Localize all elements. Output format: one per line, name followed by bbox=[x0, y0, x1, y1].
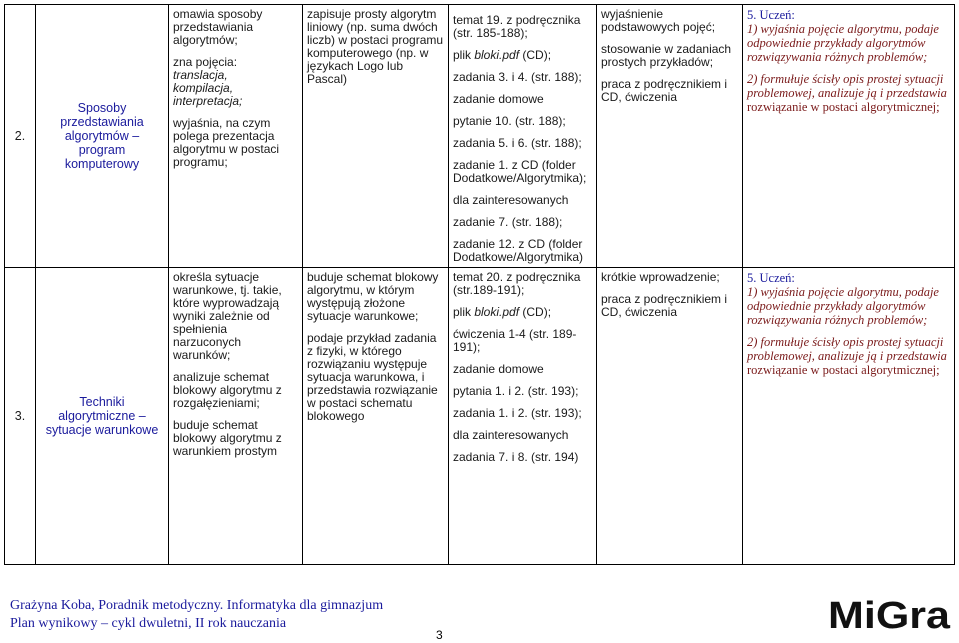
material-item: ćwiczenia 1-4 (str. 189-191); bbox=[453, 327, 577, 354]
method-item: stosowanie w zadaniach prostych przykładów; bbox=[601, 42, 732, 69]
plan-table bbox=[4, 4, 955, 565]
file-name: bloki.pdf bbox=[474, 305, 520, 319]
requirement-text: zna pojęcia: bbox=[173, 55, 238, 69]
curriculum-heading: 5. Uczeń: bbox=[747, 8, 795, 22]
requirement-text: określa sytuacje warunkowe, tj. takie, które wyprowadzają wyniki zależnie od spełnienia narzuconych warunków; bbox=[173, 270, 282, 362]
material-heading: zadanie domowe bbox=[453, 92, 544, 106]
topic-cell: Sposoby przedstawiania algorytmów – program komputerowy bbox=[36, 5, 169, 268]
concept-item: kompilacja, bbox=[173, 81, 234, 95]
migra-logo bbox=[826, 594, 952, 634]
logo-text: MiGra bbox=[828, 595, 951, 634]
method-item: praca z podręcznikiem i CD, ćwiczenia bbox=[601, 77, 728, 104]
material-item: zadania 1. i 2. (str. 193); bbox=[453, 406, 582, 420]
requirements-extended-cell bbox=[303, 5, 449, 268]
material-heading: dla zainteresowanych bbox=[453, 428, 569, 442]
table-row bbox=[5, 268, 955, 565]
methods-cell bbox=[597, 5, 743, 268]
requirement-text: podaje przykład zadania z fizyki, w którego rozwiązaniu występuje sytuacja warunkowa, i przedstawia rozwiązanie w postaci schematu blokowego bbox=[307, 331, 438, 423]
requirement-text: wyjaśnia, na czym polega prezentacja algorytmu w postaci programu; bbox=[173, 116, 280, 169]
materials-cell bbox=[449, 268, 597, 565]
material-item: zadanie 7. (str. 188); bbox=[453, 215, 563, 229]
curriculum-cell bbox=[743, 5, 955, 268]
material-item: zadanie 1. z CD (folder Dodatkowe/Algorytmika); bbox=[453, 158, 587, 185]
requirement-text: zapisuje prosty algorytm liniowy (np. suma dwóch liczb) w postaci programu komputerowego (np. w językach Logo lub Pascal) bbox=[307, 7, 444, 86]
curriculum-item: 1) wyjaśnia pojęcie algorytmu, podaje odpowiednie przykłady algorytmów rozwiązywania różnych problemów; bbox=[747, 22, 939, 64]
requirements-basic-cell bbox=[169, 268, 303, 565]
requirements-basic-cell bbox=[169, 5, 303, 268]
concept-item: translacja, bbox=[173, 68, 228, 82]
table-row bbox=[5, 5, 955, 268]
material-item: pytania 1. i 2. (str. 193); bbox=[453, 384, 579, 398]
file-name: bloki.pdf bbox=[474, 48, 520, 62]
material-item: zadania 7. i 8. (str. 194) bbox=[453, 450, 579, 464]
method-item: praca z podręcznikiem i CD, ćwiczenia bbox=[601, 292, 728, 319]
method-item: krótkie wprowadzenie; bbox=[601, 270, 720, 284]
material-item bbox=[453, 49, 592, 62]
material-heading: zadanie domowe bbox=[453, 362, 544, 376]
topic-cell: Techniki algorytmiczne – sytuacje warunkowe bbox=[36, 268, 169, 565]
footer-author: Grażyna Koba, Poradnik metodyczny. Informatyka dla gimnazjum bbox=[10, 598, 384, 613]
curriculum-item: 2) formułuje ścisły opis prostej sytuacji problemowej, analizuje ją i przedstawia rozwiązanie w postaci algorytmicznej; bbox=[747, 335, 947, 377]
materials-cell bbox=[449, 5, 597, 268]
methods-cell bbox=[597, 268, 743, 565]
material-heading: dla zainteresowanych bbox=[453, 193, 569, 207]
requirements-extended-cell bbox=[303, 268, 449, 565]
requirement-text: buduje schemat blokowy algorytmu z warunkiem prostym bbox=[173, 418, 282, 458]
page-number: 3 bbox=[436, 628, 443, 642]
concept-item: interpretacja; bbox=[173, 94, 243, 108]
material-text: plik bbox=[453, 305, 475, 319]
footer-plan: Plan wynikowy – cykl dwuletni, II rok nauczania bbox=[10, 616, 287, 631]
requirement-text: analizuje schemat blokowy algorytmu z rozgałęzieniami; bbox=[173, 370, 282, 410]
curriculum-item: 1) wyjaśnia pojęcie algorytmu, podaje odpowiednie przykłady algorytmów rozwiązywania różnych problemów; bbox=[747, 285, 939, 327]
method-item: wyjaśnienie podstawowych pojęć; bbox=[601, 7, 716, 34]
row-number: 3. bbox=[5, 268, 36, 565]
material-item: zadania 5. i 6. (str. 188); bbox=[453, 136, 582, 150]
material-text: (CD); bbox=[519, 305, 552, 319]
curriculum-item: 2) formułuje ścisły opis prostej sytuacji problemowej, analizuje ją i przedstawia rozwiązanie w postaci algorytmicznej; bbox=[747, 72, 947, 114]
requirement-text: buduje schemat blokowy algorytmu, w którym występują złożone sytuacje warunkowe; bbox=[307, 270, 439, 323]
requirement-text: omawia sposoby przedstawiania algorytmów; bbox=[173, 7, 263, 47]
material-text: (CD); bbox=[519, 48, 552, 62]
material-item bbox=[453, 306, 592, 319]
material-item: temat 20. z podręcznika (str.189-191); bbox=[453, 270, 581, 297]
concepts-list bbox=[173, 56, 298, 108]
curriculum-cell bbox=[743, 268, 955, 565]
material-item: pytanie 10. (str. 188); bbox=[453, 114, 566, 128]
row-number: 2. bbox=[5, 5, 36, 268]
material-item: zadania 3. i 4. (str. 188); bbox=[453, 70, 582, 84]
material-item: temat 19. z podręcznika (str. 185-188); bbox=[453, 13, 581, 40]
material-item: zadanie 12. z CD (folder Dodatkowe/Algorytmika) bbox=[453, 237, 584, 264]
material-text: plik bbox=[453, 48, 475, 62]
curriculum-heading: 5. Uczeń: bbox=[747, 271, 795, 285]
